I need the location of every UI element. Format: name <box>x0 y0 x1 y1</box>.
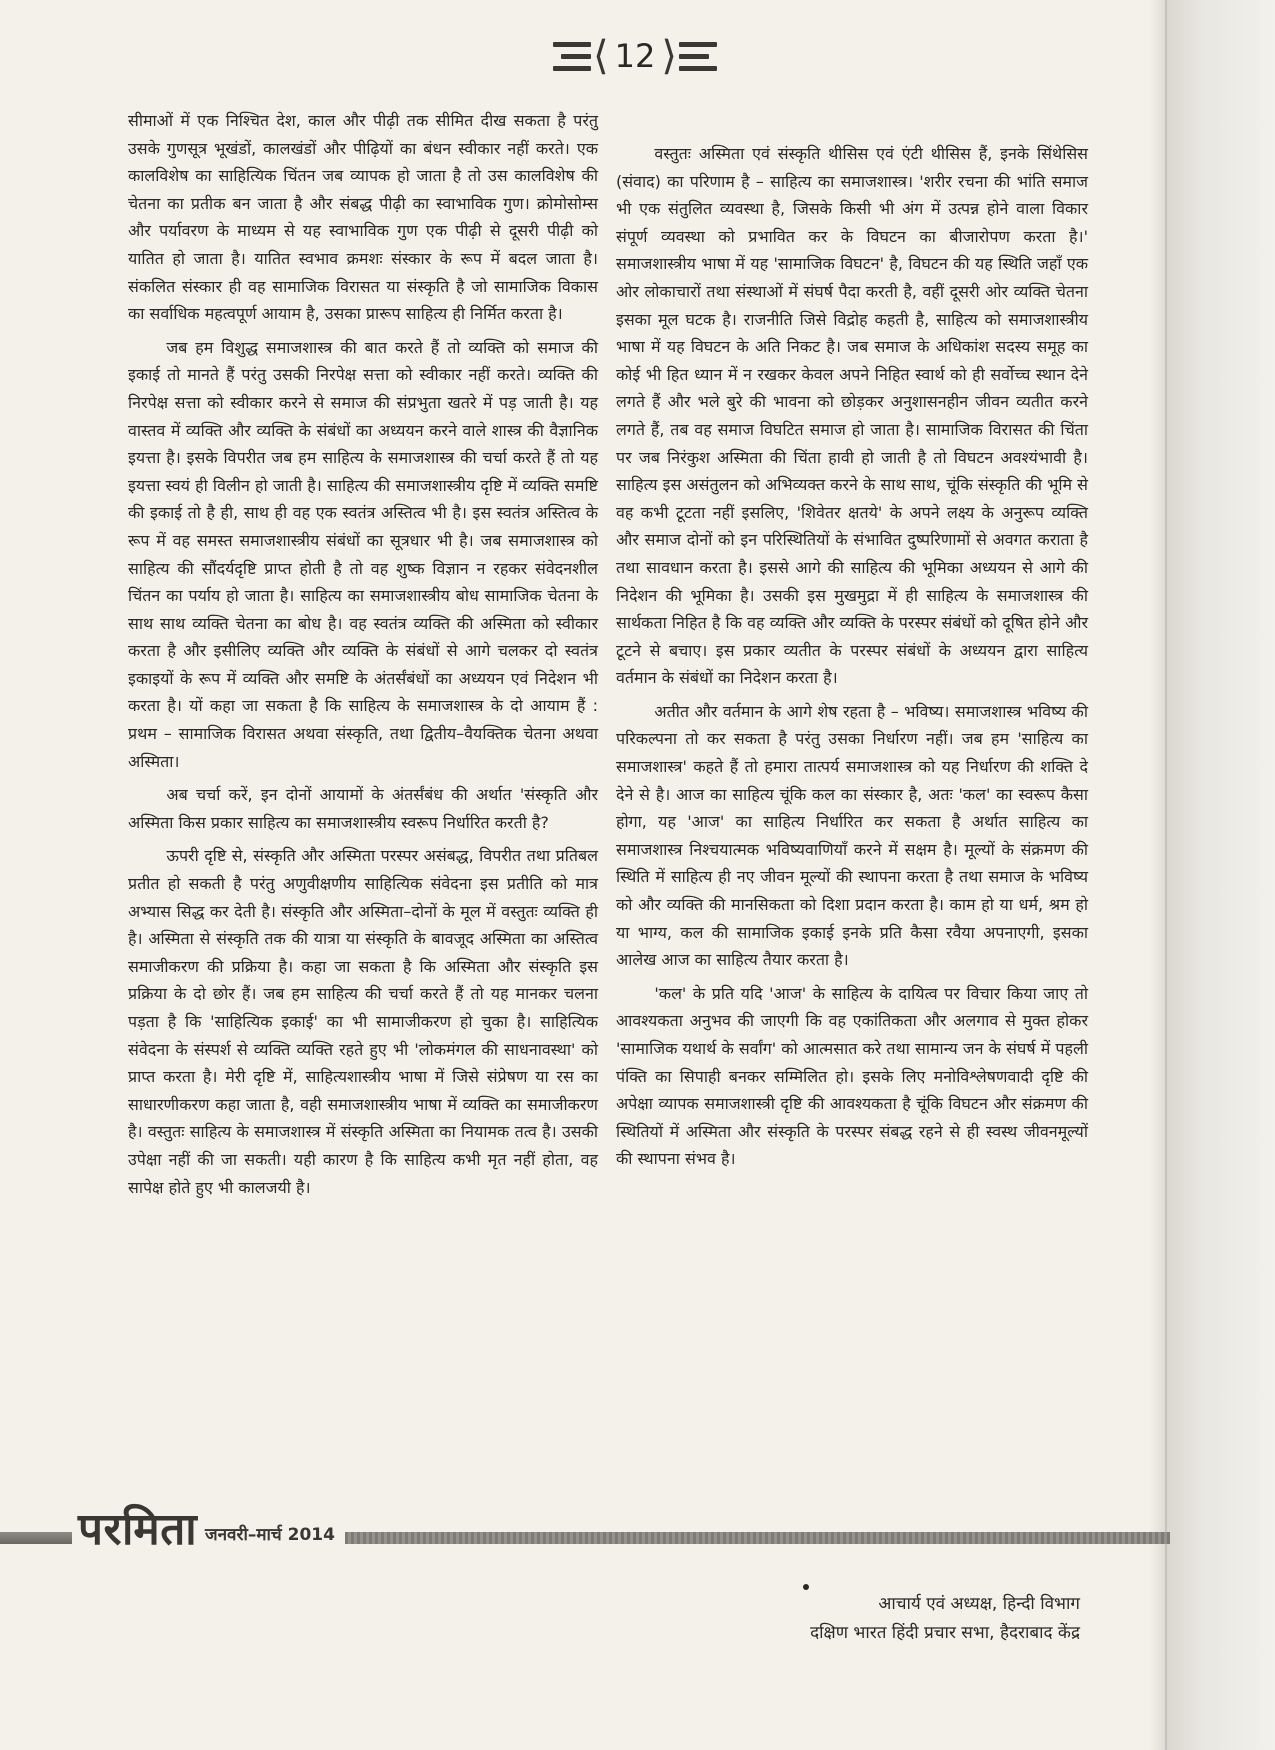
decorative-bars-right <box>679 42 717 71</box>
paragraph: सीमाओं में एक निश्चित देश, काल और पीढ़ी तक सीमित दीख सकता है परंतु उसके गुणसूत्र भूखंडों, कालखंडों और पीढ़ियों का बंधन स्वीकार नहीं करते। एक कालविशेष का साहित्यिक चिंतन जब व्यापक हो जाता है तो उस कालविशेष की चेतना का प्रतीक बन जाता है और संबद्ध पीढ़ी का स्वाभाविक गुण। क्रोमोसोम्स और पर्यावरण के माध्यम से यह स्वाभाविक गुण एक पीढ़ी से दूसरी पीढ़ी को यातित हो जाता है। यातित स्वभाव क्रमशः संस्कार के रूप में बदल जाता है। संकलित संस्कार ही वह सामाजिक विरासत या संस्कृति है जो सामाजिक विकास का सर्वाधिक महत्वपूर्ण आयाम है, उसका प्रारूप साहित्य ही निर्मित करता है। <box>128 111 598 324</box>
footer-band-left <box>0 1532 72 1544</box>
paragraph: जब हम विशुद्ध समाजशास्त्र की बात करते हैं तो व्यक्ति को समाज की इकाई तो मानते हैं परंतु उसकी निरपेक्ष सत्ता को स्वीकार नहीं करते। व्यक्ति की निरपेक्ष सत्ता को स्वीकार करने से समाज की संप्रभुता खतरे में पड़ जाती है। यह वास्तव में व्यक्ति और व्यक्ति के संबंधों का अध्ययन करने वाले शास्त्र की वैज्ञानिक इयत्ता है। इसके विपरीत जब हम साहित्य के समाजशास्त्र की चर्चा करते हैं तो यह इयत्ता स्वयं ही विलीन हो जाती है। साहित्य की समाजशास्त्रीय दृष्टि में व्यक्ति समष्टि की इकाई तो है ही, साथ ही वह एक स्वतंत्र अस्तित्व भी है। इस स्वतंत्र अस्तित्व के रूप में वह समस्त समाजशास्त्रीय संबंधों का सूत्रधार भी है। जब समाजशास्त्र को साहित्य की सौंदर्यदृष्टि प्राप्त होती है तो वह शुष्क विज्ञान न रहकर संवेदनशील चिंतन का पर्याय हो जाता है। साहित्य का समाजशास्त्रीय बोध सामाजिक चेतना के साथ साथ व्यक्ति चेतना का बोध है। वह स्वतंत्र व्यक्ति की अस्मिता को स्वीकार करता है और इसीलिए व्यक्ति और व्यक्ति के संबंधों से आगे चलकर दो स्वतंत्र इकाइयों के रूप में व्यक्ति और समष्टि के अंतर्संबंधों का अध्ययन एवं निदेशन भी करता है। यों कहा जा सकता है कि साहित्य के समाजशास्त्र के दो आयाम हैं : प्रथम – सामाजिक विरासत अथवा संस्कृति, तथा द्वितीय–वैयक्तिक चेतना अथवा अस्मिता। <box>128 337 598 771</box>
magazine-masthead: परमिता <box>78 1504 198 1555</box>
left-column <box>128 107 598 1207</box>
paragraph: वस्तुतः अस्मिता एवं संस्कृति थीसिस एवं एंटी थीसिस हैं, इनके सिंथेसिस (संवाद) का परिणाम है – साहित्य का समाजशास्त्र। 'शरीर रचना की भांति समाज भी एक संतुलित व्यवस्था है, जिसके किसी भी अंग में उत्पन्न होने वाला विकार संपूर्ण व्यवस्था को प्रभावित कर के विघटन का बीजारोपण करता है।' समाजशास्त्रीय भाषा में यह 'सामाजिक विघटन' है, विघटन की यह स्थिति जहाँ एक ओर लोकाचारों तथा संस्थाओं में संघर्ष पैदा करती है, वहीं दूसरी ओर व्यक्ति चेतना इसका मूल घटक है। राजनीति जिसे विद्रोह कहती है, साहित्य को समाजशास्त्रीय भाषा में यह विघटन के अति निकट है। जब समाज के अधिकांश सदस्य समूह का कोई भी हित ध्यान में न रखकर केवल अपने निहित स्वार्थ को ही सर्वोच्च स्थान देने लगते हैं और भले बुरे की भावना को छोड़कर अनुशासनहीन जीवन व्यतीत करने लगते हैं, तब वह समाज विघटित समाज हो जाता है। सामाजिक विरासत की चिंता पर जब निरंकुश अस्मिता की चिंता हावी हो जाती है तो विघटन अवश्यंभावी है। साहित्य इस असंतुलन को अभिव्यक्त करने के साथ साथ, चूंकि संस्कृति की भूमि से वह कभी टूटता नहीं इसलिए, 'शिवेतर क्षतये' के अपने लक्ष्य के अनुरूप व्यक्ति और समाज दोनों को इन परिस्थितियों के संभावित दुष्परिणामों से अवगत कराता है तथा सावधान करता है। इससे आगे की साहित्य की भूमिका अध्ययन से आगे की निदेशन की भूमिका है। उसकी इस मुखमुद्रा में ही साहित्य के समाजशास्त्र की सार्थकता निहित है कि वह व्यक्ति और व्यक्ति के परस्पर संबंधों को दूषित होने और टूटने से बचाए। इस प्रकार व्यतीत के परस्पर संबंधों के अध्ययन द्वारा साहित्य वर्तमान के संबंधों का निदेशन करता है। <box>616 144 1088 688</box>
right-bracket-icon: ⟩ <box>661 33 677 79</box>
issue-date: जनवरी–मार्च 2014 <box>205 1525 335 1545</box>
author-designation: आचार्य एवं अध्यक्ष, हिन्दी विभाग <box>878 1594 1080 1614</box>
page-number: 12 <box>614 37 656 75</box>
author-institution: दक्षिण भारत हिंदी प्रचार सभा, हैदराबाद केंद्र <box>810 1623 1080 1643</box>
footer-band-right <box>345 1532 1170 1544</box>
right-column <box>616 140 1088 1179</box>
author-affiliation <box>640 1590 1080 1648</box>
paragraph: अब चर्चा करें, इन दोनों आयामों के अंतर्संबंध की अर्थात 'संस्कृति और अस्मिता किस प्रकार साहित्य का समाजशास्त्रीय स्वरूप निर्धारित करती है? <box>128 785 598 832</box>
paragraph: अतीत और वर्तमान के आगे शेष रहता है – भविष्य। समाजशास्त्र भविष्य की परिकल्पना तो कर सकता है परंतु उसका निर्धारण नहीं। जब हम 'साहित्य का समाजशास्त्र' कहते हैं तो हमारा तात्पर्य समाजशास्त्र को यह निर्धारण की शक्ति दे देने से है। आज का साहित्य चूंकि कल का संस्कार है, अतः 'कल' का स्वरूप कैसा होगा, यह 'आज' का साहित्य निर्धारित कर सकता है अर्थात साहित्य का समाजशास्त्र निश्चयात्मक भविष्यवाणियाँ करने में सक्षम है। मूल्यों के संक्रमण की स्थिति में साहित्य ही नए जीवन मूल्यों की स्थापना करता है तथा समाज के भविष्य को और व्यक्ति की मानसिकता को दिशा प्रदान करता है। काम हो या धर्म, श्रम हो या भाग्य, कल की सामाजिक इकाई इनके प्रति कैसा रवैया अपनाएगी, इसका आलेख आज का साहित्य तैयार करता है। <box>616 701 1088 970</box>
page-number-header <box>560 26 710 86</box>
decorative-bars-left <box>553 42 591 71</box>
paragraph: ऊपरी दृष्टि से, संस्कृति और अस्मिता परस्पर असंबद्ध, विपरीत तथा प्रतिबल प्रतीत हो सकती है परंतु अणुवीक्षणीय साहित्यिक संवेदना इस प्रतीति को मात्र अभ्यास सिद्ध कर देती है। संस्कृति और अस्मिता–दोनों के मूल में वस्तुतः व्यक्ति ही है। अस्मिता से संस्कृति तक की यात्रा या संस्कृति के बावजूद अस्मिता का अस्तित्व समाजीकरण की प्रक्रिया है। कहा जा सकता है कि अस्मिता और संस्कृति इस प्रक्रिया के दो छोर हैं। जब हम साहित्य की चर्चा करते हैं तो यह मानकर चलना पड़ता है कि 'साहित्यिक इकाई' का भी सामाजीकरण हो चुका है। साहित्यिक संवेदना के संस्पर्श से व्यक्ति व्यक्ति रहते हुए भी 'लोकमंगल की साधनावस्था' को प्राप्त करता है। मेरी दृष्टि में, साहित्यशास्त्रीय भाषा में जिसे संप्रेषण या रस का साधारणीकरण कहा जाता है, वही समाजशास्त्रीय भाषा में व्यक्ति का समाजीकरण है। वस्तुतः साहित्य के समाजशास्त्र में संस्कृति अस्मिता का नियामक तत्व है। उसकी उपेक्षा नहीं की जा सकती। यही कारण है कि साहित्य कभी मृत नहीं होता, वह सापेक्ष होते हुए भी कालजयी है। <box>128 846 598 1197</box>
paragraph: 'कल' के प्रति यदि 'आज' के साहित्य के दायित्व पर विचार किया जाए तो आवश्यकता अनुभव की जाएगी कि वह एकांतिकता और अलगाव से मुक्त होकर 'सामाजिक यथार्थ के सर्वांग' को आत्मसात करे तथा सामान्य जन के संघर्ष में पहली पंक्ति का सिपाही बनकर सम्मिलित हो। इसके लिए मनोविश्लेषणवादी दृष्टि की अपेक्षा व्यापक समाजशास्त्री दृष्टि की आवश्यकता है चूंकि विघटन और संक्रमण की स्थितियों में अस्मिता और संस्कृति के परस्पर संबद्ध रहने से ही स्वस्थ जीवनमूल्यों की स्थापना संभव है। <box>616 983 1088 1169</box>
page-gutter-shadow <box>1149 0 1167 1750</box>
adjacent-page-edge <box>1165 0 1275 1750</box>
left-bracket-icon: ⟨ <box>593 33 609 79</box>
